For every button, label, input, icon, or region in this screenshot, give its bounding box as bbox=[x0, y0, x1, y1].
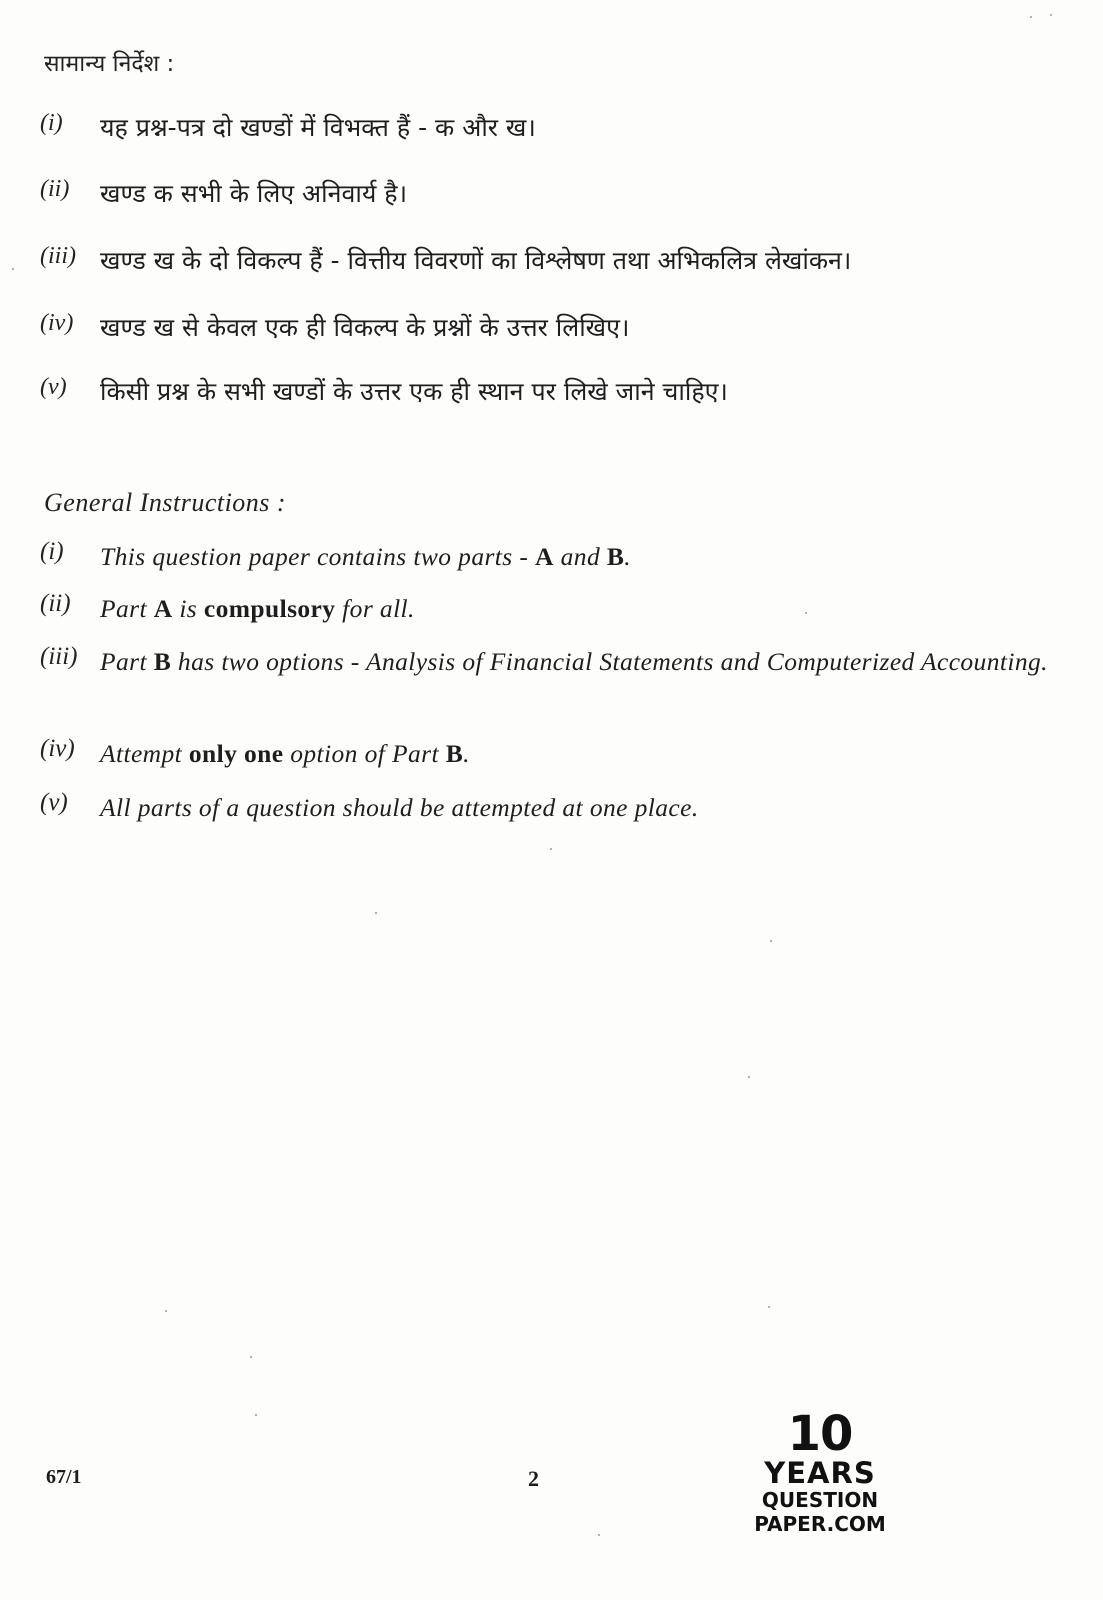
logo-site: QUESTION PAPER.COM bbox=[754, 1488, 886, 1536]
scan-speck bbox=[255, 1414, 257, 1416]
item-text: All parts of a question should be attempted at one place. bbox=[100, 793, 699, 822]
english-instructions-heading: General Instructions : bbox=[44, 488, 287, 517]
item-number: (iii) bbox=[40, 643, 78, 670]
scan-speck bbox=[768, 1306, 770, 1308]
site-logo bbox=[700, 1406, 940, 1536]
scan-speck bbox=[770, 940, 772, 942]
item-text: This question paper contains two parts - A and B. bbox=[100, 542, 632, 571]
english-instruction-item bbox=[40, 590, 1050, 627]
logo-years: YEARS bbox=[764, 1456, 876, 1490]
item-text: किसी प्रश्न के सभी खण्डों के उत्तर एक ही स्थान पर लिखे जाने चाहिए। bbox=[100, 377, 728, 406]
scan-speck bbox=[165, 1310, 167, 1312]
item-number: (i) bbox=[40, 110, 63, 136]
hindi-instructions-heading: सामान्य निर्देश : bbox=[44, 51, 175, 77]
scan-speck bbox=[598, 1534, 600, 1536]
item-number: (iv) bbox=[40, 735, 75, 762]
item-text: Attempt only one option of Part B. bbox=[100, 739, 470, 768]
scan-speck bbox=[250, 1356, 252, 1358]
logo-number: 10 bbox=[787, 1406, 853, 1462]
item-number: (i) bbox=[40, 538, 64, 565]
scan-speck bbox=[1030, 16, 1032, 18]
item-number: (iii) bbox=[40, 243, 76, 269]
scan-speck bbox=[805, 612, 807, 614]
english-instruction-item bbox=[40, 643, 1050, 680]
scan-speck bbox=[748, 1076, 750, 1078]
hindi-instruction-item bbox=[40, 243, 1050, 277]
page-number: 2 bbox=[528, 1466, 539, 1491]
scan-speck bbox=[1050, 14, 1052, 16]
item-text: Part A is compulsory for all. bbox=[100, 594, 415, 623]
item-text: खण्ड क सभी के लिए अनिवार्य है। bbox=[100, 179, 408, 208]
item-text: यह प्रश्न-पत्र दो खण्डों में विभक्त हैं - क और ख। bbox=[100, 113, 536, 142]
item-number: (ii) bbox=[40, 176, 70, 202]
hindi-instruction-item bbox=[40, 310, 1050, 344]
item-number: (v) bbox=[40, 374, 67, 400]
hindi-instruction-item bbox=[40, 110, 1050, 144]
hindi-instruction-item bbox=[40, 374, 1050, 408]
item-text: खण्ड ख से केवल एक ही विकल्प के प्रश्नों के उत्तर लिखिए। bbox=[100, 313, 630, 342]
item-number: (iv) bbox=[40, 310, 74, 336]
item-text: खण्ड ख के दो विकल्प हैं - वित्तीय विवरणों का विश्लेषण तथा अभिकलित्र लेखांकन। bbox=[100, 246, 852, 275]
english-instruction-item bbox=[40, 789, 1050, 826]
hindi-instruction-item bbox=[40, 176, 1050, 210]
english-instruction-item bbox=[40, 538, 1050, 575]
item-number: (ii) bbox=[40, 590, 71, 617]
paper-code: 67/1 bbox=[46, 1466, 82, 1488]
scan-speck bbox=[375, 912, 377, 914]
item-number: (v) bbox=[40, 789, 68, 816]
scan-speck bbox=[550, 848, 552, 850]
scan-speck bbox=[12, 268, 14, 270]
english-instruction-item bbox=[40, 735, 1050, 772]
item-text: Part B has two options - Analysis of Financial Statements and Computerized Accounting. bbox=[100, 647, 1048, 676]
